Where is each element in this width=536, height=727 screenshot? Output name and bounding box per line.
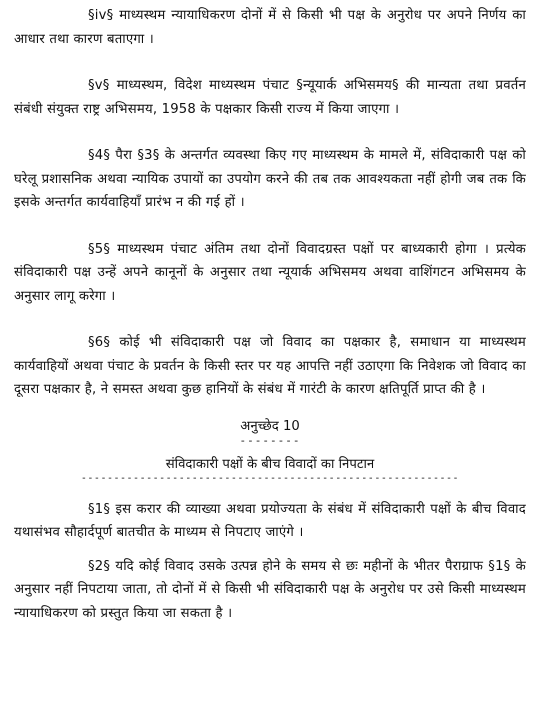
paragraph-5-binding-award: §5§ माध्यस्थम पंचाट अंतिम तथा दोनों विवादग्रस्त पक्षों पर बाध्यकारी होगा । प्रत्येक संविदाकारी पक्ष उन्हें अपने कानूनों के अनुसार तथा न्यूयार्क अभिसमय अथवा वाशिंगटन अभिसमय के अनुसार लागू करेगा ।: [14, 241, 526, 304]
article-10-paragraph-2: §2§ यदि कोई विवाद उसके उत्पन्न होने के समय से छः महीनों के भीतर पैराग्राफ §1§ के अनुसार नहीं निपटाया जाता, तो दोनों में से किसी भी संविदाकारी पक्ष के अनुरोध पर उसे किसी माध्यस्थम न्यायाधिकरण को प्रस्तुत किया जा सकता है ।: [14, 558, 526, 621]
article-underline: --------: [239, 433, 301, 447]
paragraph-4-award-reasons: §iv§ माध्यस्थम न्यायाधिकरण दोनों में से किसी भी पक्ष के अनुरोध पर अपने निर्णय का आधार तथा कारण बताएगा ।: [14, 8, 526, 47]
paragraph-6-no-objection: §6§ कोई भी संविदाकारी पक्ष जो विवाद का पक्षकार है, समाधान या माध्यस्थम कार्यवाहियों अथवा पंचाट के प्रवर्तन के किसी स्तर पर यह आपत्ति नहीं उठाएगा कि निवेशक जो विवाद का दूसरा पक्षकार है, ने समस्त अथवा कुछ हानियों के संबंध में गारंटी के कारण क्षतिपूर्ति प्राप्त की है ।: [14, 335, 526, 397]
section-title-underline: ----------------------------------------------------------: [80, 473, 460, 484]
paragraph-4-domestic-remedies: §4§ पैरा §3§ के अन्तर्गत व्यवस्था किए गए माध्यस्थम के मामले में, संविदाकारी पक्ष को घरेलू प्रशासनिक अथवा न्यायिक उपायों का उपयोग करने की तब तक आवश्यकता नहीं होगी जब तक कि इसके अन्तर्गत कार्यवाहियाँ प्रारंभ न की गई हों ।: [14, 148, 526, 210]
paragraph-5-arbitration-venue: §v§ माध्यस्थम, विदेश माध्यस्थम पंचाट §न्यूयार्क अभिसमय§ की मान्यता तथा प्रवर्तन संबंधी संयुक्त राष्ट्र अभिसमय, 1958 के पक्षकार किसी राज्य में किया जाएगा ।: [14, 78, 526, 117]
section-title: संविदाकारी पक्षों के बीच विवादों का निपटान: [165, 456, 375, 472]
article-10-paragraph-1: §1§ इस करार की व्याख्या अथवा प्रयोज्यता के संबंध में संविदाकारी पक्षों के बीच विवाद यथासंभव सौहार्दपूर्ण बातचीत के माध्यम से निपटाए जाएंगे ।: [14, 501, 526, 540]
article-heading-block: [14, 418, 526, 484]
article-number: अनुच्छेद 10: [240, 418, 300, 434]
